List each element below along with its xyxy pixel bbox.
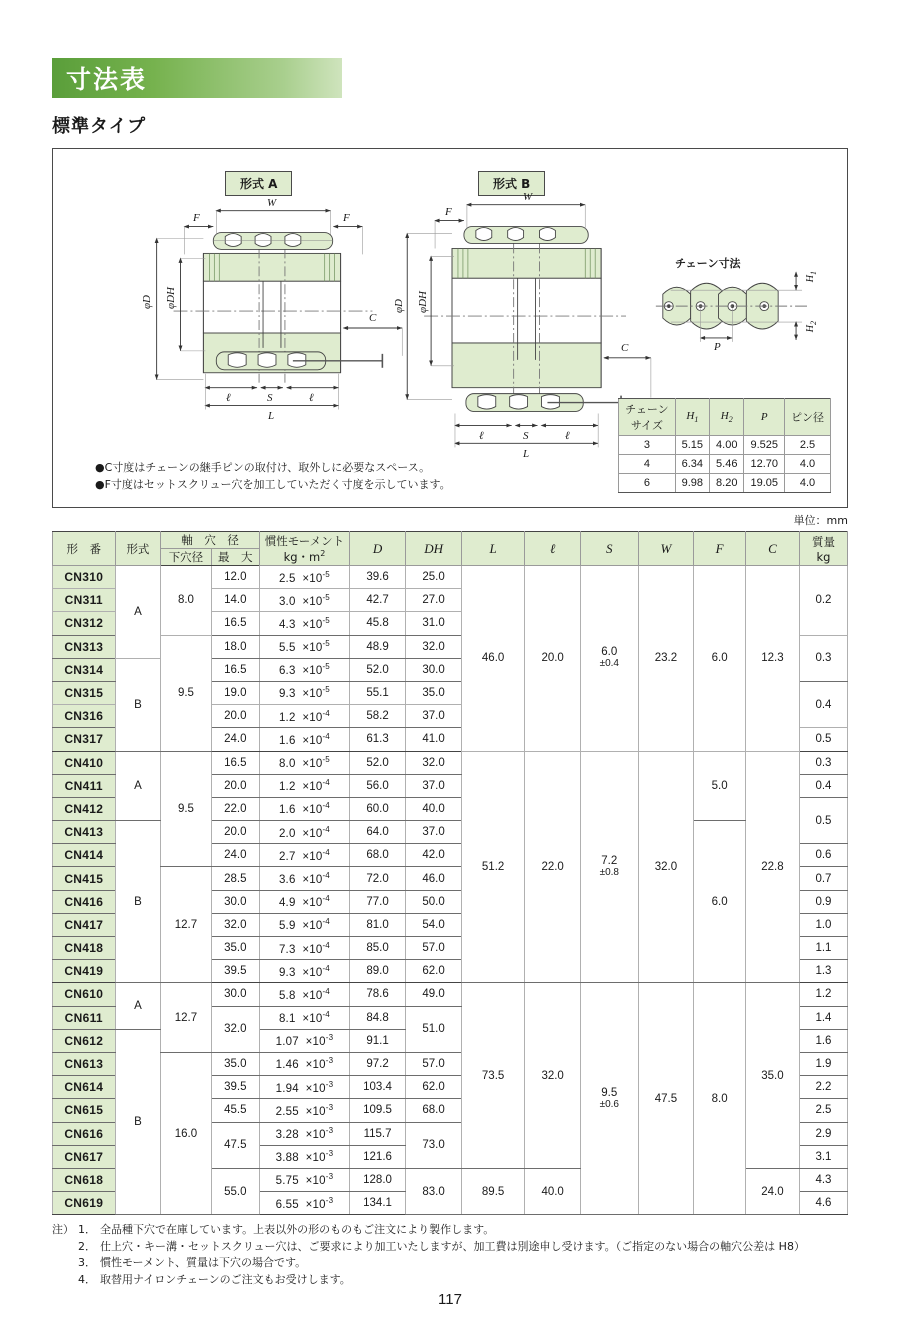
cell-d: 55.1: [349, 681, 405, 704]
cell-d: 115.7: [349, 1122, 405, 1145]
chain-cell-size: 6: [619, 474, 675, 493]
cell-inertia: $3.6 \times 10^{-4}$: [260, 867, 350, 890]
footnotes: [52, 1222, 848, 1288]
dim-phidh-a: φDH: [165, 287, 177, 309]
cell-model: CN312: [53, 612, 116, 635]
cell-dh: 37.0: [406, 705, 462, 728]
cell-mass: 1.3: [799, 960, 847, 983]
cell-bore-max: 45.5: [211, 1099, 259, 1122]
cell-l-small: 32.0: [525, 983, 581, 1169]
cell-dh: 32.0: [406, 635, 462, 658]
cell-s: 9.5 ±0.6: [581, 983, 638, 1215]
chain-cell-pin: 2.5: [785, 436, 831, 455]
cell-inertia: $5.8 \times 10^{-4}$: [260, 983, 350, 1006]
chain-figure-label: チェーン寸法: [675, 257, 741, 270]
chain-table-row: [619, 455, 831, 474]
th-type: 形式: [115, 532, 161, 566]
cell-mass: 4.3: [799, 1168, 847, 1191]
dim-l-small-b-left: ℓ: [479, 430, 484, 442]
cell-mass: 1.6: [799, 1029, 847, 1052]
dimension-table: [52, 531, 848, 1215]
cell-mass: 2.5: [799, 1099, 847, 1122]
cell-inertia: $6.55 \times 10^{-3}$: [260, 1192, 350, 1215]
chain-th-h2: $H_2$: [710, 399, 744, 436]
chain-cell-p: 12.70: [744, 455, 785, 474]
cell-d: 134.1: [349, 1192, 405, 1215]
cell-d: 81.0: [349, 913, 405, 936]
section-subtitle: 標準タイプ: [52, 116, 147, 137]
cell-dh: 30.0: [406, 658, 462, 681]
dimension-table-body: [53, 566, 848, 1215]
dim-l-small-a-right: ℓ: [309, 392, 314, 404]
cell-bore-pilot: 9.5: [161, 635, 211, 751]
cell-bore-max: 24.0: [211, 728, 259, 751]
footnote-mark: 注）: [52, 1223, 74, 1237]
chain-cell-pin: 4.0: [785, 455, 831, 474]
cell-bore-max: 47.5: [211, 1122, 259, 1168]
chain-cell-h1: 5.15: [675, 436, 709, 455]
cell-mass: 2.2: [799, 1076, 847, 1099]
cell-model: CN316: [53, 705, 116, 728]
cell-mass: 0.5: [799, 797, 847, 843]
footnote-num-4: 4．: [78, 1272, 96, 1286]
dim-p-chain: P: [714, 341, 721, 353]
cell-f: 6.0: [694, 821, 746, 983]
cell-dh: 41.0: [406, 728, 462, 751]
chain-th-h1: $H_1$: [675, 399, 709, 436]
th-model: 形 番: [53, 532, 116, 566]
cell-inertia: $2.5 \times 10^{-5}$: [260, 566, 350, 589]
cell-model: CN310: [53, 566, 116, 589]
cell-mass: 0.7: [799, 867, 847, 890]
cell-f: 5.0: [694, 751, 746, 821]
cell-inertia: $8.0 \times 10^{-5}$: [260, 751, 350, 774]
dim-w-b: W: [523, 191, 533, 203]
type-a-label: 形式 A: [225, 171, 292, 196]
cell-bore-max: 30.0: [211, 890, 259, 913]
dim-c-b: C: [621, 342, 629, 354]
cell-f: 8.0: [694, 983, 746, 1215]
type-b-label: 形式 B: [478, 171, 545, 196]
cell-d: 58.2: [349, 705, 405, 728]
footnote-num-2: 2．: [78, 1239, 96, 1253]
cell-type: B: [115, 1029, 161, 1215]
th-mass: 質量 kg: [799, 532, 847, 566]
cell-bore-max: 32.0: [211, 913, 259, 936]
cell-inertia: $4.9 \times 10^{-4}$: [260, 890, 350, 913]
cell-dh: 35.0: [406, 681, 462, 704]
table-row: [53, 751, 848, 774]
cell-model: CN313: [53, 635, 116, 658]
cell-l-small: 40.0: [525, 1168, 581, 1214]
cell-mass: 1.1: [799, 937, 847, 960]
cell-dh: 40.0: [406, 797, 462, 820]
cell-model: CN417: [53, 913, 116, 936]
cell-f: 6.0: [694, 566, 746, 752]
cell-inertia: $2.7 \times 10^{-4}$: [260, 844, 350, 867]
cell-model: CN414: [53, 844, 116, 867]
chain-cell-size: 4: [619, 455, 675, 474]
cell-mass: 0.4: [799, 681, 847, 727]
dim-s-b: S: [523, 430, 529, 442]
cell-dh: 54.0: [406, 913, 462, 936]
cell-model: CN415: [53, 867, 116, 890]
figure-note-1: ●C寸度はチェーンの継手ピンの取付け、取外しに必要なスペース。: [95, 460, 431, 474]
footnote-text-1: 全品種下穴で在庫しています。上表以外の形のものもご注文により製作します。: [100, 1223, 495, 1237]
cell-model: CN411: [53, 774, 116, 797]
footnote-row-1: [52, 1222, 848, 1239]
cell-d: 52.0: [349, 751, 405, 774]
cell-d: 56.0: [349, 774, 405, 797]
cell-inertia: $1.07 \times 10^{-3}$: [260, 1029, 350, 1052]
table-row: [53, 983, 848, 1006]
th-bore: 軸 穴 径: [161, 532, 260, 549]
cell-mass: 2.9: [799, 1122, 847, 1145]
chain-th-size: チェーン サイズ: [619, 399, 675, 436]
page-banner: [52, 58, 342, 98]
th-w: W: [638, 532, 694, 566]
footnote-row-2: [52, 1239, 848, 1256]
cell-l: 51.2: [461, 751, 524, 983]
cell-inertia: $6.3 \times 10^{-5}$: [260, 658, 350, 681]
cell-d: 121.6: [349, 1145, 405, 1168]
cell-dh: 25.0: [406, 566, 462, 589]
cell-mass: 0.3: [799, 751, 847, 774]
chain-table-row: [619, 474, 831, 493]
chain-cell-h1: 6.34: [675, 455, 709, 474]
cell-d: 85.0: [349, 937, 405, 960]
cell-dh: 49.0: [406, 983, 462, 1006]
cell-bore-max: 55.0: [211, 1168, 259, 1214]
cell-dh: 37.0: [406, 774, 462, 797]
footnote-num-1: 1．: [78, 1223, 96, 1237]
cell-dh: 31.0: [406, 612, 462, 635]
cell-c: 12.3: [745, 566, 799, 752]
cell-model: CN615: [53, 1099, 116, 1122]
cell-bore-max: 22.0: [211, 797, 259, 820]
cell-model: CN410: [53, 751, 116, 774]
cell-inertia: $3.0 \times 10^{-5}$: [260, 589, 350, 612]
cell-d: 42.7: [349, 589, 405, 612]
cell-model: CN618: [53, 1168, 116, 1191]
dim-c-a: C: [369, 312, 377, 324]
cell-type: B: [115, 658, 161, 751]
cell-model: CN614: [53, 1076, 116, 1099]
cell-type: A: [115, 566, 161, 659]
cell-dh: 37.0: [406, 821, 462, 844]
page-title: 寸法表: [66, 65, 148, 94]
cell-model: CN315: [53, 681, 116, 704]
chain-table-row: [619, 436, 831, 455]
cell-inertia: $9.3 \times 10^{-4}$: [260, 960, 350, 983]
cell-bore-pilot: 12.7: [161, 983, 211, 1053]
footnote-spacer-4: [52, 1272, 78, 1289]
dim-l-small-a-left: ℓ: [226, 392, 231, 404]
cell-bore-max: 18.0: [211, 635, 259, 658]
cell-inertia: $3.28 \times 10^{-3}$: [260, 1122, 350, 1145]
cell-inertia: $2.0 \times 10^{-4}$: [260, 821, 350, 844]
cell-d: 72.0: [349, 867, 405, 890]
dim-f-a-left: F: [193, 212, 200, 224]
footnote-spacer-3: [52, 1255, 78, 1272]
page-root: [0, 58, 900, 1330]
th-dh: DH: [406, 532, 462, 566]
cell-dh: 46.0: [406, 867, 462, 890]
dim-l-small-b-right: ℓ: [565, 430, 570, 442]
dim-w-a: W: [267, 197, 277, 209]
cell-mass: 3.1: [799, 1145, 847, 1168]
cell-d: 77.0: [349, 890, 405, 913]
cell-d: 78.6: [349, 983, 405, 1006]
footnote-num-3: 3．: [78, 1256, 96, 1270]
cell-w: 23.2: [638, 566, 694, 752]
cell-bore-max: 32.0: [211, 1006, 259, 1052]
chain-dimension-table: [618, 398, 831, 493]
cell-bore-pilot: 16.0: [161, 1052, 211, 1214]
dim-f-a-right: F: [343, 212, 350, 224]
figure-panel: [52, 148, 848, 508]
footnote-text-4: 取替用ナイロンチェーンのご注文もお受けします。: [100, 1272, 351, 1286]
cell-type: A: [115, 751, 161, 821]
cell-bore-max: 20.0: [211, 705, 259, 728]
cell-s: 7.2 ±0.8: [581, 751, 638, 983]
cell-inertia: $8.1 \times 10^{-4}$: [260, 1006, 350, 1029]
dim-f-b: F: [445, 206, 452, 218]
cell-bore-max: 30.0: [211, 983, 259, 1006]
chain-cell-size: 3: [619, 436, 675, 455]
cell-inertia: $1.94 \times 10^{-3}$: [260, 1076, 350, 1099]
cell-s: 6.0 ±0.4: [581, 566, 638, 752]
th-c: C: [745, 532, 799, 566]
cell-l: 73.5: [461, 983, 524, 1169]
cell-d: 109.5: [349, 1099, 405, 1122]
th-inertia: 慣性モーメント kg・$m^2$: [260, 532, 350, 566]
cell-bore-pilot: 12.7: [161, 867, 211, 983]
cell-dh: 62.0: [406, 960, 462, 983]
cell-inertia: $7.3 \times 10^{-4}$: [260, 937, 350, 960]
cell-bore-max: 19.0: [211, 681, 259, 704]
chain-cell-h2: 8.20: [710, 474, 744, 493]
cell-d: 68.0: [349, 844, 405, 867]
cell-bore-max: 20.0: [211, 774, 259, 797]
cell-dh: 57.0: [406, 1052, 462, 1075]
cell-c: 22.8: [745, 751, 799, 983]
cell-d: 61.3: [349, 728, 405, 751]
cell-mass: 0.5: [799, 728, 847, 751]
cell-model: CN418: [53, 937, 116, 960]
cell-l: 46.0: [461, 566, 524, 752]
cell-dh: 83.0: [406, 1168, 462, 1214]
cell-bore-max: 39.5: [211, 1076, 259, 1099]
th-l-small: ℓ: [525, 532, 581, 566]
cell-model: CN616: [53, 1122, 116, 1145]
cell-mass: 0.3: [799, 635, 847, 681]
cell-d: 60.0: [349, 797, 405, 820]
cell-model: CN617: [53, 1145, 116, 1168]
cell-mass: 0.9: [799, 890, 847, 913]
footnote-text-3: 慣性モーメント、質量は下穴の場合です。: [100, 1256, 307, 1270]
footnote-row-4: [52, 1272, 848, 1289]
cell-dh: 51.0: [406, 1006, 462, 1052]
figure-notes: [95, 459, 451, 493]
cell-l-small: 20.0: [525, 566, 581, 752]
cell-mass: 1.2: [799, 983, 847, 1006]
table-row: [53, 566, 848, 589]
th-s: S: [581, 532, 638, 566]
cell-bore-max: 20.0: [211, 821, 259, 844]
figure-note-2: ●F寸度はセットスクリュー穴を加工していただく寸度を示しています。: [95, 477, 451, 491]
cell-model: CN611: [53, 1006, 116, 1029]
cell-inertia: $3.88 \times 10^{-3}$: [260, 1145, 350, 1168]
chain-cell-p: 19.05: [744, 474, 785, 493]
cell-d: 45.8: [349, 612, 405, 635]
cell-mass: 1.9: [799, 1052, 847, 1075]
th-bore-pilot: 下穴径: [161, 549, 211, 566]
th-l: L: [461, 532, 524, 566]
chain-cell-h2: 5.46: [710, 455, 744, 474]
cell-bore-max: 39.5: [211, 960, 259, 983]
cell-dh: 32.0: [406, 751, 462, 774]
cell-bore-max: 12.0: [211, 566, 259, 589]
cell-l: 89.5: [461, 1168, 524, 1214]
cell-bore-max: 16.5: [211, 612, 259, 635]
cell-model: CN311: [53, 589, 116, 612]
cell-d: 48.9: [349, 635, 405, 658]
cell-bore-max: 24.0: [211, 844, 259, 867]
cell-d: 128.0: [349, 1168, 405, 1191]
cell-d: 103.4: [349, 1076, 405, 1099]
cell-d: 91.1: [349, 1029, 405, 1052]
dimension-table-head: [53, 532, 848, 566]
cell-dh: 50.0: [406, 890, 462, 913]
footnote-text-2: 仕上穴・キー溝・セットスクリュー穴は、ご要求により加工いたしますが、加工費は別途申し受けます。（ご指定のない場合の軸穴公差は H8）: [100, 1239, 805, 1253]
cell-bore-pilot: 8.0: [161, 566, 211, 636]
cell-bore-max: 16.5: [211, 751, 259, 774]
cell-dh: 57.0: [406, 937, 462, 960]
cell-model: CN413: [53, 821, 116, 844]
cell-dh: 42.0: [406, 844, 462, 867]
cell-l-small: 22.0: [525, 751, 581, 983]
cell-inertia: $2.55 \times 10^{-3}$: [260, 1099, 350, 1122]
dim-l-a: L: [268, 410, 275, 422]
cell-inertia: $5.5 \times 10^{-5}$: [260, 635, 350, 658]
cell-dh: 68.0: [406, 1099, 462, 1122]
cell-d: 84.8: [349, 1006, 405, 1029]
cell-bore-pilot: 9.5: [161, 751, 211, 867]
unit-label: 単位：mm: [793, 514, 848, 527]
cell-inertia: $1.2 \times 10^{-4}$: [260, 774, 350, 797]
cell-inertia: $9.3 \times 10^{-5}$: [260, 681, 350, 704]
cell-model: CN317: [53, 728, 116, 751]
cell-d: 52.0: [349, 658, 405, 681]
dim-phid-a: φD: [141, 295, 153, 310]
cell-model: CN610: [53, 983, 116, 1006]
cell-bore-max: 35.0: [211, 1052, 259, 1075]
cell-model: CN612: [53, 1029, 116, 1052]
dim-h2-chain: $H_2$: [805, 321, 818, 333]
cell-d: 39.6: [349, 566, 405, 589]
chain-cell-p: 9.525: [744, 436, 785, 455]
cell-model: CN412: [53, 797, 116, 820]
chain-th-pin: ピン径: [785, 399, 831, 436]
cell-bore-max: 35.0: [211, 937, 259, 960]
cell-inertia: $1.2 \times 10^{-4}$: [260, 705, 350, 728]
cell-mass: 1.0: [799, 913, 847, 936]
cell-model: CN416: [53, 890, 116, 913]
th-d: D: [349, 532, 405, 566]
dim-h1-chain: $H_1$: [805, 271, 818, 283]
dim-phidh-b: φDH: [417, 291, 429, 313]
cell-inertia: $5.9 \times 10^{-4}$: [260, 913, 350, 936]
cell-inertia: $1.6 \times 10^{-4}$: [260, 797, 350, 820]
cell-dh: 27.0: [406, 589, 462, 612]
cell-dh: 62.0: [406, 1076, 462, 1099]
cell-mass: 0.6: [799, 844, 847, 867]
cell-d: 64.0: [349, 821, 405, 844]
cell-type: B: [115, 821, 161, 983]
cell-d: 89.0: [349, 960, 405, 983]
cell-model: CN419: [53, 960, 116, 983]
chain-cell-pin: 4.0: [785, 474, 831, 493]
cell-bore-max: 28.5: [211, 867, 259, 890]
cell-inertia: $5.75 \times 10^{-3}$: [260, 1168, 350, 1191]
chain-th-p: P: [744, 399, 785, 436]
cell-w: 47.5: [638, 983, 694, 1215]
footnote-row-3: [52, 1255, 848, 1272]
chain-cell-h1: 9.98: [675, 474, 709, 493]
cell-w: 32.0: [638, 751, 694, 983]
cell-c: 24.0: [745, 1168, 799, 1214]
cell-bore-max: 14.0: [211, 589, 259, 612]
cell-mass: 0.2: [799, 566, 847, 636]
cell-inertia: $4.3 \times 10^{-5}$: [260, 612, 350, 635]
footnote-spacer-2: [52, 1239, 78, 1256]
cell-bore-max: 16.5: [211, 658, 259, 681]
cell-mass: 4.6: [799, 1192, 847, 1215]
dim-l-b: L: [523, 448, 530, 460]
dim-s-a: S: [267, 392, 273, 404]
cell-inertia: $1.6 \times 10^{-4}$: [260, 728, 350, 751]
cell-mass: 1.4: [799, 1006, 847, 1029]
cell-model: CN314: [53, 658, 116, 681]
cell-inertia: $1.46 \times 10^{-3}$: [260, 1052, 350, 1075]
cell-model: CN619: [53, 1192, 116, 1215]
dim-phid-b: φD: [393, 299, 405, 314]
th-bore-max: 最 大: [211, 549, 259, 566]
chain-table-body: [619, 436, 831, 493]
th-f: F: [694, 532, 746, 566]
page-number: 117: [438, 1291, 462, 1308]
cell-mass: 0.4: [799, 774, 847, 797]
cell-c: 35.0: [745, 983, 799, 1169]
cell-d: 97.2: [349, 1052, 405, 1075]
cell-dh: 73.0: [406, 1122, 462, 1168]
cell-type: A: [115, 983, 161, 1029]
chain-cell-h2: 4.00: [710, 436, 744, 455]
cell-model: CN613: [53, 1052, 116, 1075]
